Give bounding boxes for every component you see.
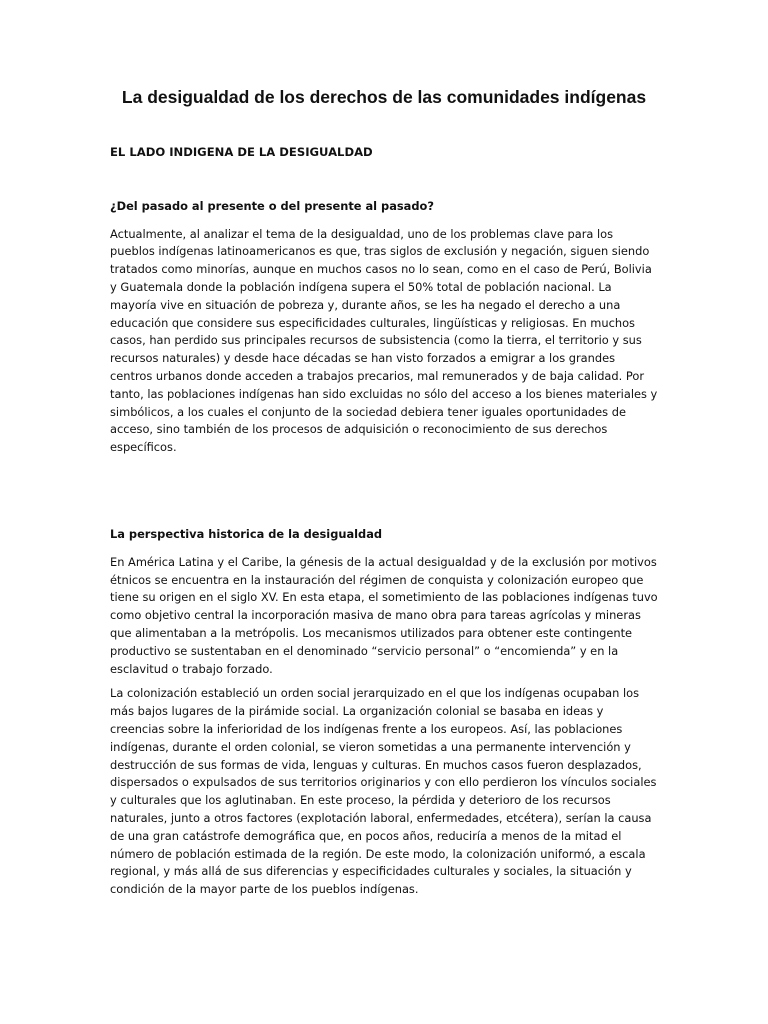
section-label: EL LADO INDIGENA DE LA DESIGUALDAD [110, 145, 373, 159]
document-body [110, 144, 658, 906]
document-title: La desigualdad de los derechos de las comunidades indígenas [121, 87, 647, 107]
section1-heading: ¿Del pasado al presente o del presente al pasado? [110, 198, 434, 213]
section2-paragraph: La colonización estableció un orden social jerarquizado en el que los indígenas ocupaban los más bajos lugares de la pirámide social. La organización colonial se basaba en ideas y creencias sobre la inferioridad de los indígenas frente a los europeos. Así, las poblaciones indígenas, durante el orden colonial, se vieron sometidas a una permanente intervención y destrucción de sus formas de vida, lenguas y culturas. En muchos casos fueron desplazados, dispersados o expulsados de sus territorios originarios y con ello perdieron los vínculos sociales y culturales que los aglutinaban. En este proceso, la pérdida y deterioro de los recursos naturales, junto a otros factores (explotación laboral, enfermedades, etcétera), serían la causa de una gran catástrofe demográfica que, en pocos años, reduciría a menos de la mitad el número de población estimada de la región. De este modo, la colonización uniformó, a escala regional, y más allá de sus diferencias y especificidades culturales y sociales, la situación y condición de la mayor parte de los pueblos indígenas. [110, 686, 657, 897]
section-spacer [110, 464, 658, 526]
section1-paragraph: Actualmente, al analizar el tema de la desigualdad, uno de los problemas clave para los pueblos indígenas latinoamericanos es que, tras siglos de exclusión y negación, siguen siendo tratados como minorías, aunque en muchos casos no lo sean, como en el caso de Perú, Bolivia y Guatemala donde la población indígena supera el 50% total de población nacional. La mayoría vive en situación de pobreza y, durante años, se les ha negado el derecho a una educación que considere sus especificidades culturales, lingüísticas y religiosas. En muchos casos, han perdido sus principales recursos de subsistencia (como la tierra, el territorio y sus recursos naturales) y desde hace décadas se han visto forzados a emigrar a los grandes centros urbanos donde acceden a trabajos precarios, mal remunerados y de baja calidad. Por tanto, las poblaciones indígenas han sido excluidas no sólo del acceso a los bienes materiales y simbólicos, a los cuales el conjunto de la sociedad debiera tener iguales oportunidades de acceso, sino también de los procesos de adquisición o reconocimiento de sus derechos específicos. [110, 226, 658, 455]
section2-heading: La perspectiva historica de la desigualdad [110, 526, 383, 541]
section2-paragraph: En América Latina y el Caribe, la génesis de la actual desigualdad y de la exclusión por motivos étnicos se encuentra en la instauración del régimen de conquista y colonización europeo que tiene su origen en el siglo XV. En esta etapa, el sometimiento de las poblaciones indígenas tuvo como objetivo central la incorporación masiva de mano obra para tareas agrícolas y mineras que alimentaban a la metrópolis. Los mecanismos utilizados para obtener este contingente productivo se sustentaban en el denominado “servicio personal” o “encomienda” y en la esclavitud o trabajo forzado. [110, 554, 658, 676]
